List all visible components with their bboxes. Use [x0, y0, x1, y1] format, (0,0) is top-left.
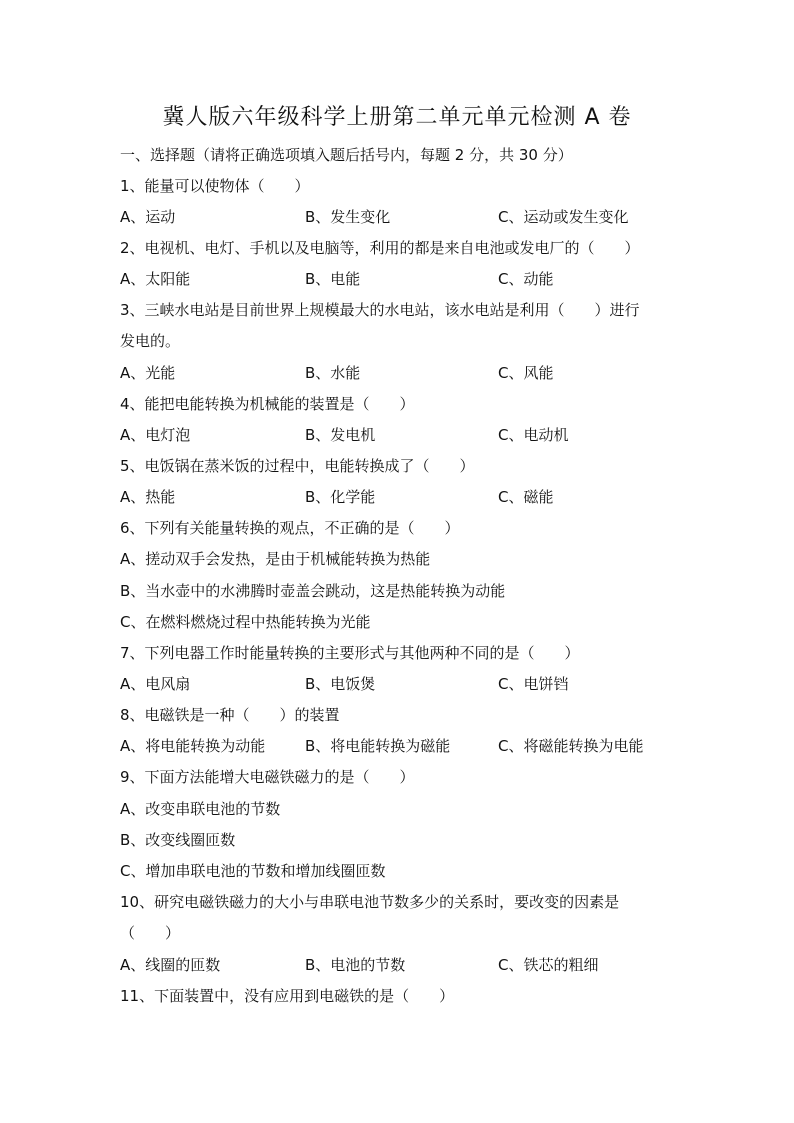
- question-11: 11、下面装置中，没有应用到电磁铁的是（ ）: [120, 987, 455, 1005]
- question-3-continued: 发电的。: [120, 332, 181, 350]
- question-10: 10、研究电磁铁磁力的大小与串联电池节数多少的关系时，要改变的因素是: [120, 893, 620, 911]
- q4-option-c: C、电动机: [498, 426, 569, 444]
- q1-option-c: C、运动或发生变化: [498, 208, 629, 226]
- section-heading: 一、选择题（请将正确选项填入题后括号内，每题 2 分，共 30 分）: [120, 146, 573, 164]
- q6-option-c: C、在燃料燃烧过程中热能转换为光能: [120, 613, 371, 631]
- q9-option-b: B、改变线圈匝数: [120, 831, 236, 849]
- q7-option-a: A、电风扇: [120, 675, 191, 693]
- q7-option-c: C、电饼铛: [498, 675, 569, 693]
- q4-option-b: B、发电机: [305, 426, 376, 444]
- question-7: 7、下列电器工作时能量转换的主要形式与其他两种不同的是（ ）: [120, 644, 580, 662]
- q3-option-b: B、水能: [305, 364, 361, 382]
- q6-option-b: B、当水壶中的水沸腾时壶盖会跳动，这是热能转换为动能: [120, 582, 506, 600]
- question-6: 6、下列有关能量转换的观点，不正确的是（ ）: [120, 519, 460, 537]
- q8-option-a: A、将电能转换为动能: [120, 737, 266, 755]
- q10-option-c: C、铁芯的粗细: [498, 956, 599, 974]
- q9-option-c: C、增加串联电池的节数和增加线圈匝数: [120, 862, 386, 880]
- page-title: 冀人版六年级科学上册第二单元单元检测 A 卷: [162, 105, 632, 130]
- question-5: 5、电饭锅在蒸米饭的过程中，电能转换成了（ ）: [120, 457, 475, 475]
- q5-option-c: C、磁能: [498, 488, 554, 506]
- question-8: 8、电磁铁是一种（ ）的装置: [120, 706, 340, 724]
- q6-option-a: A、搓动双手会发热，是由于机械能转换为热能: [120, 550, 431, 568]
- q2-option-c: C、动能: [498, 270, 554, 288]
- question-4: 4、能把电能转换为机械能的装置是（ ）: [120, 395, 415, 413]
- question-3: 3、三峡水电站是目前世界上规模最大的水电站，该水电站是利用（ ）进行: [120, 301, 640, 319]
- q7-option-b: B、电饭煲: [305, 675, 376, 693]
- question-10-continued: （ ）: [120, 924, 181, 942]
- q4-option-a: A、电灯泡: [120, 426, 191, 444]
- q1-option-b: B、发生变化: [305, 208, 391, 226]
- q10-option-a: A、线圈的匝数: [120, 956, 221, 974]
- q8-option-b: B、将电能转换为磁能: [305, 737, 451, 755]
- question-9: 9、下面方法能增大电磁铁磁力的是（ ）: [120, 768, 415, 786]
- q1-option-a: A、运动: [120, 208, 176, 226]
- q2-option-b: B、电能: [305, 270, 361, 288]
- q10-option-b: B、电池的节数: [305, 956, 406, 974]
- question-2: 2、电视机、电灯、手机以及电脑等，利用的都是来自电池或发电厂的（ ）: [120, 239, 640, 257]
- q8-option-c: C、将磁能转换为电能: [498, 737, 644, 755]
- q5-option-b: B、化学能: [305, 488, 376, 506]
- q5-option-a: A、热能: [120, 488, 176, 506]
- q3-option-a: A、光能: [120, 364, 176, 382]
- question-1: 1、能量可以使物体（ ）: [120, 177, 310, 195]
- q9-option-a: A、改变串联电池的节数: [120, 800, 281, 818]
- q3-option-c: C、风能: [498, 364, 554, 382]
- q2-option-a: A、太阳能: [120, 270, 191, 288]
